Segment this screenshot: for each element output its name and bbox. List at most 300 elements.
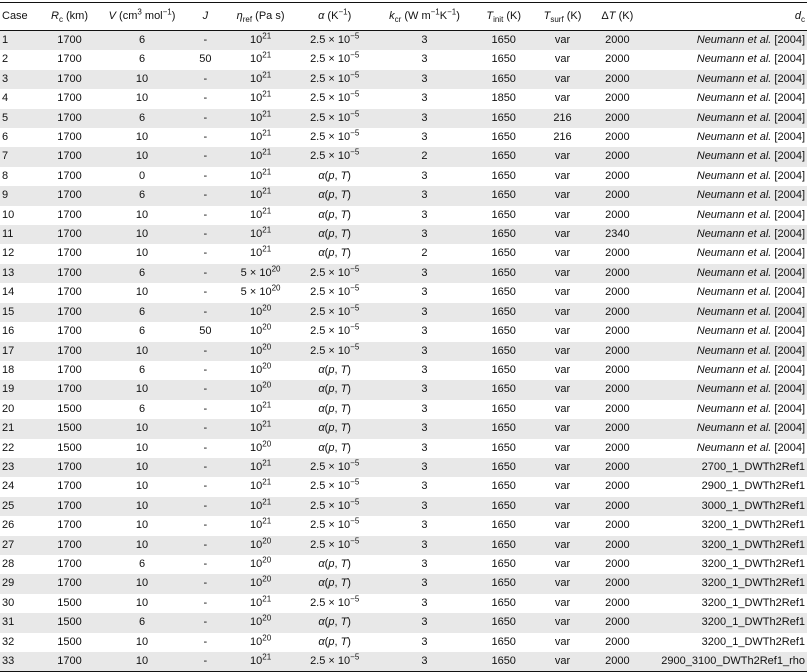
- cell-delta-t: 2000: [592, 574, 642, 593]
- cell-k-cr: 3: [374, 70, 474, 89]
- cell-delta-t: 2000: [605, 519, 630, 532]
- cell-delta-t: 2000: [605, 208, 630, 221]
- cell-dc: Neumann et al. [2004]: [696, 53, 805, 66]
- cell-j: -: [184, 147, 226, 166]
- cell-eta-ref: $10^{21}$: [226, 109, 295, 128]
- cell-rc: 1700: [57, 169, 82, 182]
- cell-t-surf: var: [533, 652, 592, 672]
- cell-t-surf: 216: [553, 131, 572, 144]
- cell-dc: 3200_1_DWTh2Ref1: [643, 536, 807, 555]
- cell-t-surf: var: [554, 363, 571, 376]
- cell-k-cr: 3: [374, 109, 474, 128]
- cell-t-surf: var: [533, 264, 592, 283]
- cell-k-cr: 3: [374, 652, 474, 672]
- cell-j: -: [184, 70, 226, 89]
- cell-v: 10: [135, 519, 149, 532]
- cell-case: 30: [2, 596, 15, 609]
- cell-alpha: $2.5 \times 10^{-5}$: [310, 128, 360, 144]
- cell-alpha: $2.5 \times 10^{-5}$: [295, 497, 375, 516]
- header-t-surf: $T_{surf}$ (K): [533, 3, 592, 31]
- parameter-table: [0, 2, 807, 672]
- cell-k-cr: 3: [421, 53, 428, 66]
- table-row: [0, 439, 807, 458]
- cell-rc: 1700: [57, 519, 82, 532]
- cell-rc: 1700: [39, 652, 99, 672]
- cell-rc: 1700: [57, 480, 82, 493]
- cell-case: 14: [2, 286, 15, 299]
- cell-v: 6: [138, 557, 146, 570]
- table-row: [0, 516, 807, 535]
- cell-t-init: 1650: [491, 596, 516, 609]
- cell-eta-ref: $10^{21}$: [250, 128, 272, 144]
- table-row: [0, 361, 807, 380]
- cell-j: -: [203, 363, 208, 376]
- cell-t-init: 1650: [491, 519, 516, 532]
- cell-t-init: 1650: [475, 652, 533, 672]
- table-row: [0, 70, 807, 89]
- cell-alpha: α(p, T): [295, 419, 375, 438]
- cell-t-surf: var: [533, 458, 592, 477]
- cell-k-cr: 3: [421, 441, 428, 454]
- cell-dc: Neumann et al. [2004]: [643, 147, 807, 166]
- cell-t-init: 1650: [475, 70, 533, 89]
- cell-dc: Neumann et al. [2004]: [643, 380, 807, 399]
- cell-eta-ref: $10^{21}$: [250, 244, 272, 260]
- cell-alpha: $2.5 \times 10^{-5}$: [295, 264, 375, 283]
- cell-case: 15: [0, 303, 39, 322]
- table-row: [0, 128, 807, 147]
- cell-rc: 1700: [39, 574, 99, 593]
- cell-alpha: $2.5 \times 10^{-5}$: [310, 89, 360, 105]
- cell-rc: 1700: [57, 286, 82, 299]
- cell-eta-ref: $10^{21}$: [250, 477, 272, 493]
- cell-k-cr: 3: [421, 286, 428, 299]
- cell-j: -: [184, 613, 226, 632]
- cell-delta-t: 2000: [605, 441, 630, 454]
- cell-eta-ref: $10^{21}$: [226, 419, 295, 438]
- cell-k-cr: 3: [374, 574, 474, 593]
- table-row: [0, 244, 807, 263]
- cell-case: 28: [2, 557, 15, 570]
- cell-case: 2: [2, 53, 9, 66]
- cell-alpha: α(p, T): [318, 402, 351, 415]
- cell-t-surf: var: [554, 480, 571, 493]
- cell-case: 1: [0, 31, 39, 51]
- cell-j: 50: [199, 325, 212, 338]
- cell-delta-t: 2000: [592, 536, 642, 555]
- cell-t-surf: var: [533, 342, 592, 361]
- cell-j: -: [184, 109, 226, 128]
- cell-v: 10: [135, 441, 149, 454]
- cell-k-cr: 3: [374, 303, 474, 322]
- cell-k-cr: 3: [421, 169, 428, 182]
- cell-delta-t: 2000: [605, 53, 630, 66]
- cell-case: 21: [0, 419, 39, 438]
- cell-t-surf: var: [554, 286, 571, 299]
- table-row: [0, 147, 807, 166]
- cell-t-init: 1650: [491, 131, 516, 144]
- cell-v: 6: [138, 363, 146, 376]
- cell-alpha: $2.5 \times 10^{-5}$: [295, 536, 375, 555]
- cell-v: 6: [100, 186, 185, 205]
- cell-k-cr: 2: [374, 147, 474, 166]
- cell-dc: 3200_1_DWTh2Ref1: [701, 635, 805, 648]
- cell-j: -: [184, 419, 226, 438]
- cell-delta-t: 2000: [592, 303, 642, 322]
- cell-dc: Neumann et al. [2004]: [696, 208, 805, 221]
- cell-t-surf: var: [554, 325, 571, 338]
- cell-delta-t: 2000: [605, 363, 630, 376]
- cell-k-cr: 3: [374, 536, 474, 555]
- table-row: [0, 206, 807, 225]
- cell-dc: Neumann et al. [2004]: [696, 402, 805, 415]
- cell-v: 6: [138, 325, 146, 338]
- cell-t-surf: var: [533, 613, 592, 632]
- cell-v: 10: [100, 419, 185, 438]
- cell-t-surf: 216: [533, 109, 592, 128]
- cell-v: 6: [138, 53, 146, 66]
- cell-v: 10: [100, 458, 185, 477]
- cell-t-init: 1650: [491, 557, 516, 570]
- cell-case: 13: [0, 264, 39, 283]
- cell-eta-ref: $10^{21}$: [250, 50, 272, 66]
- cell-dc: Neumann et al. [2004]: [696, 131, 805, 144]
- cell-delta-t: 2000: [592, 419, 642, 438]
- cell-case: 24: [2, 480, 15, 493]
- cell-delta-t: 2000: [605, 596, 630, 609]
- table-row: [0, 477, 807, 496]
- cell-k-cr: 3: [421, 596, 428, 609]
- cell-alpha: α(p, T): [318, 247, 351, 260]
- cell-v: 6: [138, 402, 146, 415]
- cell-rc: 1700: [39, 380, 99, 399]
- cell-alpha: $2.5 \times 10^{-5}$: [310, 50, 360, 66]
- cell-case: 4: [2, 92, 9, 105]
- table-row: [0, 303, 807, 322]
- cell-k-cr: 2: [421, 247, 428, 260]
- cell-j: -: [203, 92, 208, 105]
- cell-case: 31: [0, 613, 39, 632]
- cell-alpha: $2.5 \times 10^{-5}$: [295, 70, 375, 89]
- cell-j: -: [184, 536, 226, 555]
- table-row: [0, 633, 807, 652]
- cell-k-cr: 3: [421, 557, 428, 570]
- cell-t-init: 1650: [475, 497, 533, 516]
- table-row: [0, 613, 807, 632]
- cell-t-surf: var: [533, 303, 592, 322]
- cell-k-cr: 3: [421, 363, 428, 376]
- cell-alpha: $2.5 \times 10^{-5}$: [295, 303, 375, 322]
- cell-rc: 1700: [57, 53, 82, 66]
- cell-rc: 1700: [39, 264, 99, 283]
- cell-eta-ref: $10^{21}$: [226, 652, 295, 672]
- cell-v: 10: [135, 596, 149, 609]
- cell-rc: 1500: [57, 441, 82, 454]
- cell-t-init: 1650: [491, 402, 516, 415]
- cell-rc: 1700: [57, 247, 82, 260]
- cell-t-init: 1650: [475, 186, 533, 205]
- cell-rc: 1500: [57, 402, 82, 415]
- cell-t-surf: var: [533, 419, 592, 438]
- cell-dc: Neumann et al. [2004]: [643, 31, 807, 51]
- cell-eta-ref: $5 \times 10^{20}$: [226, 264, 295, 283]
- table-row: [0, 167, 807, 186]
- cell-alpha: $2.5 \times 10^{-5}$: [295, 342, 375, 361]
- cell-eta-ref: $10^{21}$: [250, 89, 272, 105]
- cell-t-init: 1650: [475, 613, 533, 632]
- cell-rc: 1700: [39, 109, 99, 128]
- cell-t-surf: var: [554, 92, 571, 105]
- cell-k-cr: 3: [421, 519, 428, 532]
- cell-rc: 1700: [57, 92, 82, 105]
- cell-rc: 1700: [57, 557, 82, 570]
- cell-eta-ref: $10^{21}$: [226, 497, 295, 516]
- cell-delta-t: 2000: [605, 247, 630, 260]
- cell-case: 5: [0, 109, 39, 128]
- cell-eta-ref: $10^{21}$: [250, 400, 272, 415]
- cell-rc: 1700: [57, 363, 82, 376]
- cell-eta-ref: $10^{21}$: [226, 186, 295, 205]
- header-j: J: [184, 3, 226, 31]
- cell-rc: 1500: [57, 596, 82, 609]
- cell-delta-t: 2000: [592, 31, 642, 51]
- cell-dc: Neumann et al. [2004]: [643, 264, 807, 283]
- table-row: [0, 555, 807, 574]
- cell-k-cr: 3: [421, 92, 428, 105]
- cell-eta-ref: $10^{20}$: [226, 380, 295, 399]
- header-case: Case: [0, 3, 39, 31]
- table-row: [0, 458, 807, 477]
- cell-t-surf: var: [533, 497, 592, 516]
- cell-v: 6: [100, 109, 185, 128]
- cell-t-surf: var: [554, 402, 571, 415]
- cell-v: 0: [138, 169, 146, 182]
- cell-t-surf: var: [533, 70, 592, 89]
- cell-v: 6: [100, 31, 185, 51]
- cell-eta-ref: $10^{20}$: [250, 632, 272, 648]
- cell-rc: 1700: [39, 536, 99, 555]
- table-row: [0, 497, 807, 516]
- cell-case: 22: [2, 441, 15, 454]
- cell-dc: 2900_1_DWTh2Ref1: [701, 480, 805, 493]
- cell-dc: Neumann et al. [2004]: [643, 109, 807, 128]
- table-row: [0, 31, 807, 51]
- cell-j: -: [203, 402, 208, 415]
- header-eta-ref: $\eta_{ref}$ (Pa s): [226, 3, 295, 31]
- cell-eta-ref: $10^{21}$: [226, 31, 295, 51]
- cell-t-surf: var: [554, 169, 571, 182]
- cell-delta-t: 2000: [605, 169, 630, 182]
- table-body: [0, 31, 807, 672]
- cell-eta-ref: $10^{20}$: [250, 438, 272, 454]
- cell-dc: Neumann et al. [2004]: [696, 441, 805, 454]
- cell-delta-t: 2000: [592, 264, 642, 283]
- cell-alpha: $2.5 \times 10^{-5}$: [295, 458, 375, 477]
- cell-j: -: [184, 264, 226, 283]
- cell-j: -: [203, 557, 208, 570]
- cell-case: 20: [2, 402, 15, 415]
- cell-dc: Neumann et al. [2004]: [696, 247, 805, 260]
- cell-dc: Neumann et al. [2004]: [643, 303, 807, 322]
- cell-dc: Neumann et al. [2004]: [696, 363, 805, 376]
- cell-eta-ref: $10^{20}$: [250, 555, 272, 570]
- table-row: [0, 264, 807, 283]
- cell-j: -: [184, 458, 226, 477]
- cell-case: 26: [2, 519, 15, 532]
- cell-alpha: α(p, T): [318, 635, 351, 648]
- cell-rc: 1700: [39, 147, 99, 166]
- cell-v: 10: [100, 342, 185, 361]
- cell-rc: 1700: [39, 70, 99, 89]
- cell-j: -: [203, 596, 208, 609]
- cell-v: 10: [100, 380, 185, 399]
- cell-eta-ref: $10^{21}$: [250, 594, 272, 609]
- cell-alpha: α(p, T): [318, 169, 351, 182]
- cell-k-cr: 3: [421, 131, 428, 144]
- cell-alpha: α(p, T): [295, 186, 375, 205]
- cell-case: 10: [2, 208, 15, 221]
- cell-rc: 1500: [39, 419, 99, 438]
- cell-j: -: [184, 380, 226, 399]
- cell-delta-t: 2000: [605, 635, 630, 648]
- cell-t-init: 1650: [475, 574, 533, 593]
- cell-v: 10: [135, 208, 149, 221]
- cell-t-init: 1650: [491, 53, 516, 66]
- cell-j: -: [184, 652, 226, 672]
- cell-case: 29: [0, 574, 39, 593]
- cell-delta-t: 2000: [592, 458, 642, 477]
- cell-alpha: $2.5 \times 10^{-5}$: [310, 322, 360, 338]
- cell-delta-t: 2000: [605, 286, 630, 299]
- cell-k-cr: 3: [421, 208, 428, 221]
- cell-t-surf: var: [533, 574, 592, 593]
- header-rc: $R_c$ (km): [39, 3, 99, 31]
- header-v: V ($cm^3$ mol$^{-1}$): [100, 3, 185, 31]
- cell-eta-ref: $10^{20}$: [226, 613, 295, 632]
- cell-j: -: [203, 286, 208, 299]
- table-row: [0, 574, 807, 593]
- cell-rc: 1700: [39, 342, 99, 361]
- cell-alpha: α(p, T): [318, 363, 351, 376]
- cell-v: 10: [135, 247, 149, 260]
- cell-t-surf: var: [554, 596, 571, 609]
- header-alpha: α $(K^{-1})$: [295, 3, 375, 31]
- table-row: [0, 594, 807, 613]
- cell-j: -: [184, 31, 226, 51]
- cell-dc: Neumann et al. [2004]: [643, 419, 807, 438]
- cell-dc: Neumann et al. [2004]: [643, 342, 807, 361]
- cell-t-init: 1650: [491, 325, 516, 338]
- header-k-cr: $k_{cr}$ (W $m^{-1}K^{-1}$): [374, 3, 474, 31]
- cell-alpha: $2.5 \times 10^{-5}$: [295, 652, 375, 672]
- cell-case: 27: [0, 536, 39, 555]
- cell-rc: 1700: [57, 208, 82, 221]
- cell-t-init: 1650: [475, 225, 533, 244]
- cell-k-cr: 3: [374, 225, 474, 244]
- cell-dc: Neumann et al. [2004]: [696, 325, 805, 338]
- table-row: [0, 283, 807, 302]
- cell-alpha: α(p, T): [318, 208, 351, 221]
- cell-t-init: 1650: [491, 480, 516, 493]
- cell-eta-ref: $10^{20}$: [226, 303, 295, 322]
- cell-eta-ref: $10^{21}$: [226, 225, 295, 244]
- cell-v: 10: [100, 497, 185, 516]
- cell-delta-t: 2000: [592, 380, 642, 399]
- cell-eta-ref: $5 \times 10^{20}$: [240, 283, 281, 299]
- cell-dc: 3200_1_DWTh2Ref1: [701, 596, 805, 609]
- cell-delta-t: 2000: [592, 109, 642, 128]
- cell-rc: 1700: [39, 497, 99, 516]
- cell-case: 19: [0, 380, 39, 399]
- cell-v: 10: [100, 225, 185, 244]
- cell-delta-t: 2000: [605, 557, 630, 570]
- table-row: [0, 652, 807, 672]
- cell-k-cr: 3: [374, 264, 474, 283]
- cell-t-init: 1850: [491, 92, 516, 105]
- cell-delta-t: 2000: [592, 613, 642, 632]
- cell-eta-ref: $10^{20}$: [250, 322, 272, 338]
- cell-alpha: α(p, T): [295, 225, 375, 244]
- cell-case: 7: [0, 147, 39, 166]
- cell-v: 6: [100, 264, 185, 283]
- cell-t-surf: var: [533, 536, 592, 555]
- cell-delta-t: 2340: [592, 225, 642, 244]
- cell-delta-t: 2000: [592, 342, 642, 361]
- cell-j: -: [203, 635, 208, 648]
- cell-v: 6: [100, 613, 185, 632]
- cell-rc: 1700: [39, 458, 99, 477]
- table-row: [0, 419, 807, 438]
- cell-t-init: 1650: [475, 303, 533, 322]
- cell-k-cr: 3: [374, 497, 474, 516]
- cell-k-cr: 3: [374, 419, 474, 438]
- cell-j: -: [184, 342, 226, 361]
- cell-t-init: 1650: [475, 31, 533, 51]
- cell-j: -: [203, 247, 208, 260]
- cell-alpha: $2.5 \times 10^{-5}$: [295, 109, 375, 128]
- cell-eta-ref: $10^{21}$: [226, 147, 295, 166]
- cell-rc: 1700: [39, 225, 99, 244]
- table-row: [0, 50, 807, 69]
- cell-dc: 3000_1_DWTh2Ref1: [643, 497, 807, 516]
- cell-v: 10: [135, 480, 149, 493]
- cell-case: 25: [0, 497, 39, 516]
- cell-dc: 2700_1_DWTh2Ref1: [643, 458, 807, 477]
- cell-delta-t: 2000: [592, 652, 642, 672]
- cell-dc: Neumann et al. [2004]: [643, 225, 807, 244]
- cell-t-init: 1650: [475, 458, 533, 477]
- cell-case: 11: [0, 225, 39, 244]
- cell-k-cr: 3: [421, 480, 428, 493]
- cell-case: 23: [0, 458, 39, 477]
- table-row: [0, 380, 807, 399]
- cell-delta-t: 2000: [592, 186, 642, 205]
- cell-v: 10: [135, 635, 149, 648]
- cell-k-cr: 3: [374, 380, 474, 399]
- cell-t-surf: var: [554, 208, 571, 221]
- cell-t-init: 1650: [491, 286, 516, 299]
- cell-j: -: [203, 480, 208, 493]
- cell-rc: 1700: [39, 186, 99, 205]
- cell-t-surf: var: [554, 557, 571, 570]
- cell-t-surf: var: [533, 225, 592, 244]
- table-row: [0, 89, 807, 108]
- cell-delta-t: 2000: [605, 131, 630, 144]
- cell-k-cr: 3: [374, 342, 474, 361]
- table-row: [0, 225, 807, 244]
- cell-j: -: [184, 225, 226, 244]
- cell-case: 12: [2, 247, 15, 260]
